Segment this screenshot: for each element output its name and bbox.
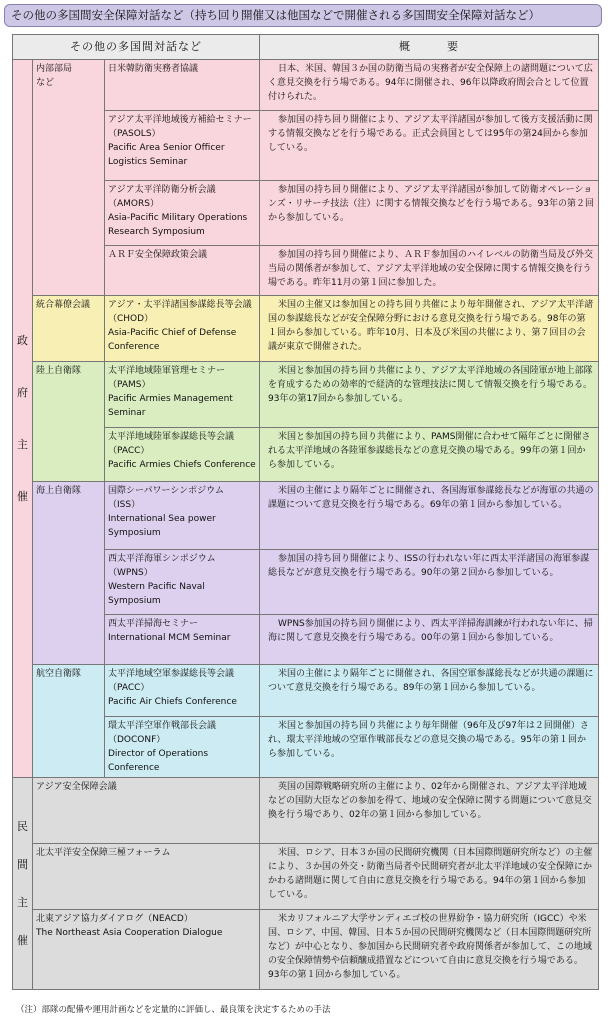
org-cell: 統合幕僚会議 — [33, 296, 105, 362]
table-header-row — [13, 35, 599, 60]
dialogue-desc: 米国の主催又は参加国との持ち回り共催により毎年開催され、アジア太平洋諸国の参謀総長などが安全保障分野における意見交換を行う場である。98年の第１回から参加している。昨年10月、日本及び米国の共催により、第７回目の会議が東京で開催された。 — [260, 296, 599, 362]
dialogue-name: 西太平洋海軍シンポジウム（WPNS） Western Pacific Naval Symposium — [105, 550, 260, 615]
org-cell: 海上自衛隊 — [33, 482, 105, 665]
dialogue-desc: 米国の主催により隔年ごとに開催され、各国海軍参謀総長などが海軍の共通の課題について意見交換を行う場である。69年の第１回から参加している。 — [260, 482, 599, 550]
dialogue-desc: WPNS参加国の持ち回り開催により、西太平洋掃海訓練が行われない年に、掃海に関して意見交換を行う場である。00年の第１回から参加している。 — [260, 615, 599, 665]
dialogue-name: ＡＲＦ安全保障政策会議 — [105, 246, 260, 296]
footnote: （注）部隊の配備や運用計画などを定量的に評価し、最良策を決定するための手法 — [16, 1005, 331, 1015]
dialogue-desc: 参加国の持ち回り開催により、ＡＲＦ参加国のハイレベルの防衛当局及び外交当局の関係者が参加して、アジア太平洋地域の安全保障に関する情報交換を行う場である。昨年11月の第１回に参加した。 — [260, 246, 599, 296]
dialogue-desc: 英国の国際戦略研究所の主催により、02年から開催され、アジア太平洋地域などの国防大臣などの参加を得て、地域の安全保障に関する問題について意見交換を行う場であり、02年の第１回から参加している。 — [260, 778, 599, 844]
dialogue-name: 太平洋地域陸軍管理セミナー（PAMS） Pacific Armies Management Seminar — [105, 362, 260, 428]
org-cell: アジア安全保障会議 — [33, 778, 260, 844]
dialogue-desc: 日本、米国、韓国３か国の防衛当局の実務者が安全保障上の諸問題について広く意見交換を行う場である。94年に開催され、96年以降政府間会合として位置付けられた。 — [260, 60, 599, 111]
dialogue-desc: 米国、ロシア、日本３か国の民間研究機関（日本国際問題研究所など）の主催により、３か国の外交・防衛当局者や民間研究者が北太平洋地域の安全保障にかかわる諸問題に関して自由に意見交換を行う場である。94年の第１回から参加している。 — [260, 844, 599, 910]
table-row — [13, 910, 599, 990]
dialogue-desc: 米国と参加国の持ち回り共催により毎年開催（96年及び97年は２回開催）され、環太平洋地域の空軍作戦部長などの意見交換の場である。95年の第１回から参加している。 — [260, 717, 599, 778]
dialogue-name: 太平洋地域陸軍参謀総長等会議（PACC） Pacific Armies Chiefs Conference — [105, 428, 260, 482]
dialogue-name: 国際シーパワーシンポジウム（ISS） International Sea power Symposium — [105, 482, 260, 550]
side-label-government: 政 府 主 催 — [13, 60, 33, 778]
table-row — [13, 844, 599, 910]
dialogue-name: アジア太平洋防衛分析会議（AMORS） Asia-Pacific Military Operations Research Symposium — [105, 181, 260, 246]
org-cell: 北東アジア協力ダイアログ（NEACD） The Northeast Asia Cooperation Dialogue — [33, 910, 260, 990]
dialogue-name: 太平洋地域空軍参謀総長等会議（PACC） Pacific Air Chiefs Conference — [105, 665, 260, 717]
table-row — [13, 60, 599, 111]
dialogue-desc: 米国と参加国の持ち回り共催により、PAMS開催に合わせて隔年ごとに開催される太平洋地域の各陸軍参謀総長などの意見交換の場である。99年の第１回から参加している。 — [260, 428, 599, 482]
table-row — [13, 665, 599, 717]
table-row — [13, 778, 599, 844]
header-dialogue: その他の多国間対話など — [13, 35, 260, 60]
dialogue-desc: 米国と参加国の持ち回り共催により、アジア太平洋地域の各国陸軍が地上部隊を育成するための効率的で経済的な管理技法に関して情報交換を行う場である。93年の第17回から参加している。 — [260, 362, 599, 428]
dialogue-desc: 米国の主催により隔年ごとに開催され、各国空軍参謀総長などが共通の課題について意見交換を行う場である。89年の第１回から参加している。 — [260, 665, 599, 717]
dialogue-name: 日米韓防衛実務者協議 — [105, 60, 260, 111]
org-cell: 陸上自衛隊 — [33, 362, 105, 482]
page-title: その他の多国間安全保障対話など（持ち回り開催又は他国などで開催される多国間安全保障対話など） — [4, 4, 602, 27]
dialogue-name: アジア・太平洋諸国参謀総長等会議（CHOD） Asia-Pacific Chief of Defense Conference — [105, 296, 260, 362]
dialogue-name: 西太平洋掃海セミナー International MCM Seminar — [105, 615, 260, 665]
dialogue-name: アジア太平洋地域後方補給セミナー（PASOLS） Pacific Area Senior Officer Logistics Seminar — [105, 111, 260, 181]
header-summary: 概 要 — [260, 35, 599, 60]
dialogue-name: 環太平洋空軍作戦部長会議（DOCONF） Director of Operations Conference — [105, 717, 260, 778]
dialogue-table — [12, 34, 599, 990]
table-row — [13, 296, 599, 362]
side-label-civilian: 民 間 主 催 — [13, 778, 33, 990]
table-row — [13, 482, 599, 550]
dialogue-desc: 参加国の持ち回り開催により、アジア太平洋諸国が参加して防衛オペレーションズ・リサーチ技法（注）に関する情報交換などを行う場である。93年の第２回から参加している。 — [260, 181, 599, 246]
dialogue-desc: 米カリフォルニア大学サンディエゴ校の世界紛争・協力研究所（IGCC）や米国、ロシア、中国、韓国、日本５か国の民間研究機関など（日本国際問題研究所など）が中心となり、参加国から民間研究者や政府関係者が参加して、この地域の安全保障情勢や信頼醸成措置などについて自由に意見交換を行う場である。93年の第１回から参加している。 — [260, 910, 599, 990]
org-cell: 内部部局 など — [33, 60, 105, 296]
dialogue-desc: 参加国の持ち回り開催により、ISSの行われない年に西太平洋諸国の海軍参謀総長などが意見交換を行う場である。90年の第２回から参加している。 — [260, 550, 599, 615]
dialogue-desc: 参加国の持ち回り開催により、アジア太平洋諸国が参加して後方支援活動に関する情報交換などを行う場である。正式会員国としては95年の第24回から参加している。 — [260, 111, 599, 181]
org-cell: 航空自衛隊 — [33, 665, 105, 778]
table-row — [13, 362, 599, 428]
org-cell: 北太平洋安全保障三極フォーラム — [33, 844, 260, 910]
